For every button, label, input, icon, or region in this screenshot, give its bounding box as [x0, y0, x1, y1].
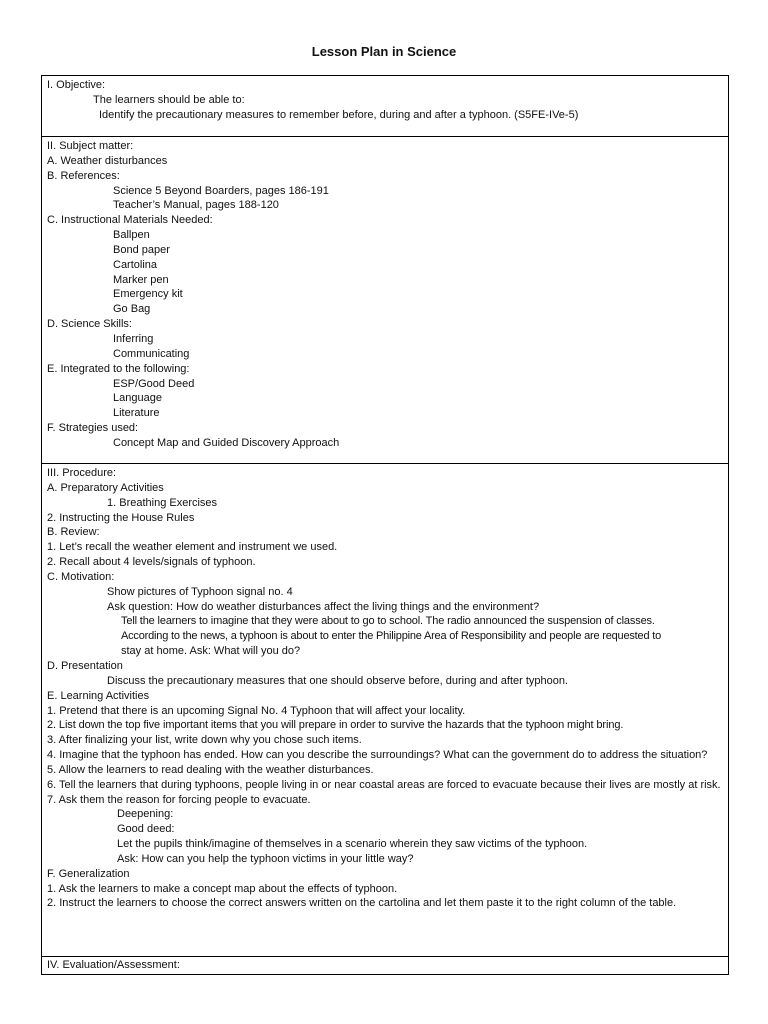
materials-heading: C. Instructional Materials Needed: [47, 214, 213, 227]
skills-heading: D. Science Skills: [47, 318, 132, 331]
strategies-item: Concept Map and Guided Discovery Approach [113, 436, 340, 449]
activity-item: 3. After finalizing your list, write down why you chose such items. [47, 734, 362, 747]
activity-item: 4. Imagine that the typhoon has ended. How can you describe the surroundings? What can the government do to address the situation? [47, 749, 708, 762]
deepening-label: Deepening: [117, 808, 174, 821]
presentation-item: Discuss the precautionary measures that one should observe before, during and after typhoon. [107, 674, 569, 687]
review-item: 1. Let’s recall the weather element and instrument we used. [47, 541, 338, 554]
learning-activities-heading: E. Learning Activities [47, 689, 150, 702]
integrated-item: Language [113, 392, 162, 405]
motivation-item: Tell the learners to imagine that they were about to go to school. The radio announced the suspension of classes. [121, 615, 655, 628]
activity-item: 6. Tell the learners that during typhoons, people living in or near coastal areas are forced to evacuate because their lives are mostly at risk. [47, 778, 721, 791]
generalization-heading: F. Generalization [47, 867, 130, 880]
good-deed-item: Let the pupils think/imagine of themselves in a scenario wherein they saw victims of the typhoon. [117, 838, 588, 851]
generalization-item: 2. Instruct the learners to choose the correct answers written on the cartolina and let them paste it to the right column of the table. [47, 897, 677, 910]
objective-heading: I. Objective: [47, 79, 106, 91]
material-item: Emergency kit [113, 288, 183, 301]
motivation-item: Show pictures of Typhoon signal no. 4 [107, 585, 293, 598]
evaluation-section [42, 957, 728, 974]
material-item: Cartolina [113, 258, 158, 271]
activity-item: 7. Ask them the reason for forcing people to evacuate. [47, 793, 311, 806]
subject-matter-section [42, 137, 728, 464]
weather-disturbances: A. Weather disturbances [47, 154, 168, 167]
skill-item: Inferring [113, 332, 154, 345]
reference-item: Teacher’s Manual, pages 188-120 [113, 199, 279, 212]
motivation-heading: C. Motivation: [47, 570, 115, 583]
presentation-heading: D. Presentation [47, 659, 123, 672]
material-item: Marker pen [113, 273, 169, 286]
review-heading: B. Review: [47, 526, 100, 539]
procedure-heading: III. Procedure: [47, 467, 117, 479]
procedure-section [42, 464, 728, 957]
good-deed-label: Good deed: [117, 823, 175, 836]
objective-section [42, 76, 728, 137]
review-item: 2. Recall about 4 levels/signals of typhoon. [47, 556, 256, 569]
good-deed-item: Ask: How can you help the typhoon victims in your little way? [117, 852, 414, 865]
evaluation-heading: IV. Evaluation/Assessment: [47, 959, 180, 971]
objective-item: Identify the precautionary measures to remember before, during and after a typhoon. (S5FE-IVe-5) [99, 108, 579, 121]
activity-item: 5. Allow the learners to read dealing with the weather disturbances. [47, 763, 374, 776]
motivation-item: stay at home. Ask: What will you do? [121, 645, 301, 658]
material-item: Bond paper [113, 243, 170, 256]
document-title: Lesson Plan in Science [311, 44, 457, 59]
activity-item: 2. List down the top five important items that you will prepare in order to survive the hazards that the typhoon might bring. [47, 719, 624, 732]
reference-item: Science 5 Beyond Boarders, pages 186-191 [113, 184, 329, 197]
subject-matter-heading: II. Subject matter: [47, 140, 134, 152]
preparatory-heading: A. Preparatory Activities [47, 481, 164, 494]
references-heading: B. References: [47, 169, 120, 182]
material-item: Ballpen [113, 229, 150, 242]
preparatory-item: 1. Breathing Exercises [107, 496, 218, 509]
motivation-item: Ask question: How do weather disturbances affect the living things and the environment? [107, 600, 540, 613]
activity-item: 1. Pretend that there is an upcoming Signal No. 4 Typhoon that will affect your locality. [47, 704, 466, 717]
material-item: Go Bag [113, 303, 151, 316]
preparatory-item: 2. Instructing the House Rules [47, 511, 195, 524]
motivation-item: According to the news, a typhoon is about to enter the Philippine Area of Responsibility and people are requested to [121, 630, 662, 643]
skill-item: Communicating [113, 347, 190, 360]
integrated-item: ESP/Good Deed [113, 377, 195, 390]
strategies-heading: F. Strategies used: [47, 422, 139, 435]
objective-intro: The learners should be able to: [93, 93, 245, 106]
integrated-item: Literature [113, 407, 160, 420]
generalization-item: 1. Ask the learners to make a concept map about the effects of typhoon. [47, 882, 398, 895]
integrated-heading: E. Integrated to the following: [47, 362, 190, 375]
lesson-plan-table [41, 75, 729, 975]
